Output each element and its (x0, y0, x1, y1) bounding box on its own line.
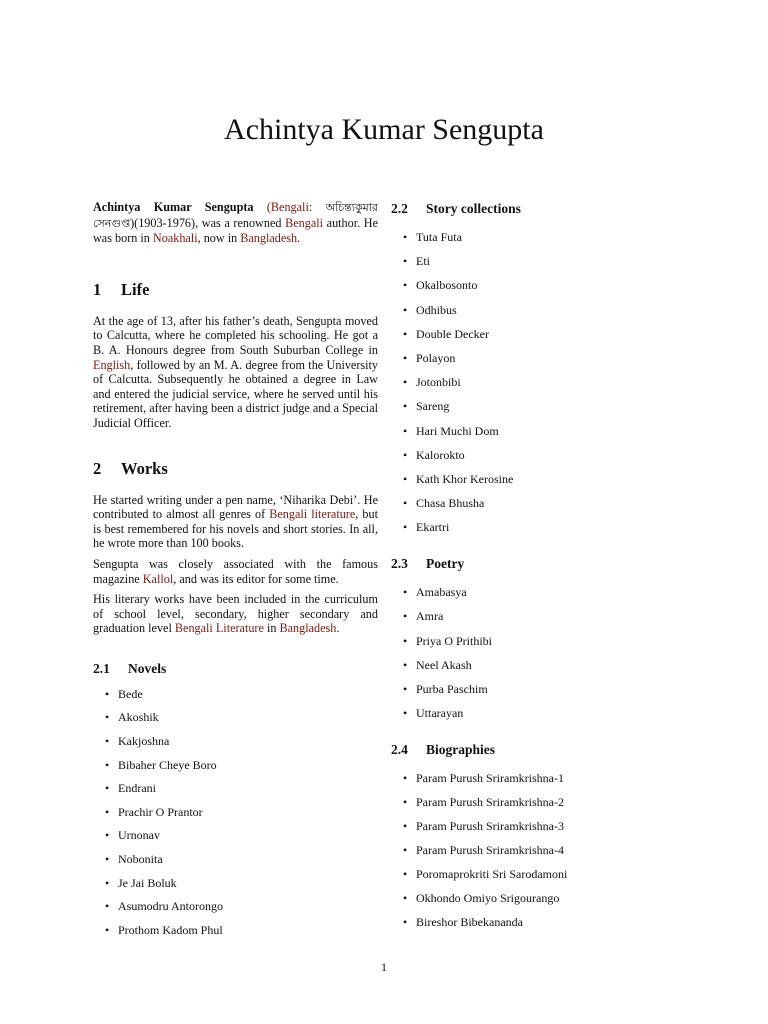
works-paragraph-2: Sengupta was closely associated with the famous magazine Kallol, and was its editor for some time. (93, 556, 378, 586)
section-heading-novels: 2.1 Novels (93, 660, 167, 676)
intro-paragraph: Achintya Kumar Sengupta (Bengali: অচিন্ত্যকুমার সেনগুপ্ত)(1903-1976), was a renowned Bengali author. He was born in Noakhali, now in Bangladesh. (93, 200, 379, 246)
link-bengali-language[interactable]: Bengali (270, 200, 309, 214)
list-item: • Tuta Futa (391, 229, 681, 245)
section-heading-biographies: 2.4 Biographies (391, 742, 496, 758)
works-paragraph-3: His literary works have been included in the curriculum of school level, secondary, higher secondary and graduation level Bengali Literature in Bangladesh. (93, 592, 378, 636)
list-item: • Jotonbibi (391, 374, 681, 390)
link-kallol[interactable]: Kallol (142, 571, 174, 586)
list-item: • Purba Paschim (391, 681, 681, 697)
section-heading-life: 1 Life (93, 279, 150, 299)
list-item: • Ekartri (391, 519, 681, 535)
list-item: • Eti (391, 253, 681, 269)
life-paragraph: At the age of 13, after his father’s death, Sengupta moved to Calcutta, where he completed his schooling. He got a B. A. Honours degree from South Suburban College in English, followed by an M. A. degree from the University of Calcutta. Subsequently he obtained a degree in Law and entered the judicial service, where he served until his retirement, after having been a district judge and a Special Judicial Officer. (93, 313, 378, 430)
page-title: Achintya Kumar Sengupta (224, 113, 544, 146)
subject-name: Achintya Kumar Sengupta (93, 200, 254, 214)
novels-list (93, 686, 378, 938)
list-item: • Prothom Kadom Phul (93, 922, 378, 938)
list-item: • Double Decker (391, 326, 681, 342)
list-item: • Urnonav (93, 827, 378, 843)
list-item: • Priya O Prithibi (391, 633, 681, 649)
list-item: • Asumodru Antorongo (93, 898, 378, 914)
list-item: • Amra (391, 608, 681, 624)
list-item: • Kath Khor Kerosine (391, 471, 681, 487)
list-item: • Param Purush Sriramkrishna-3 (391, 818, 681, 834)
list-item: • Nobonita (93, 851, 378, 867)
section-heading-works: 2 Works (93, 458, 168, 478)
list-item: • Sareng (391, 398, 681, 414)
list-item: • Bibaher Cheye Boro (93, 757, 378, 773)
list-item: • Bireshor Bibekananda (391, 914, 681, 930)
list-item: • Param Purush Sriramkrishna-4 (391, 842, 681, 858)
list-item: • Hari Muchi Dom (391, 423, 681, 439)
list-item: • Uttarayan (391, 705, 681, 721)
list-item: • Odhibus (391, 302, 681, 318)
list-item: • Kakjoshna (93, 733, 378, 749)
list-item: • Poromaprokriti Sri Sarodamoni (391, 866, 681, 882)
list-item: • Polayon (391, 350, 681, 366)
bengali-name: অচিন্ত্যকুমার সেনগুপ্ত (93, 201, 378, 230)
works-paragraph-1: He started writing under a pen name, ‘Niharika Debi’. He contributed to almost all genres of Bengali literature, but is best remembered for his novels and short stories. In all, he wrote more than 100 books. (93, 492, 378, 551)
list-item: • Param Purush Sriramkrishna-2 (391, 794, 681, 810)
list-item: • Je Jai Boluk (93, 875, 378, 891)
list-item: • Okalbosonto (391, 277, 681, 293)
list-item: • Param Purush Sriramkrishna-1 (391, 770, 681, 786)
page-number: 1 (381, 960, 387, 974)
section-heading-poetry: 2.3 Poetry (391, 556, 465, 572)
list-item: • Amabasya (391, 584, 681, 600)
list-item: • Chasa Bhusha (391, 495, 681, 511)
right-column (391, 200, 681, 930)
list-item: • Neel Akash (391, 657, 681, 673)
link-noakhali[interactable]: Noakhali (152, 231, 198, 246)
link-bangladesh-2[interactable]: Bangladesh (279, 621, 337, 636)
biographies-list (391, 770, 681, 930)
poetry-list (391, 584, 681, 721)
link-bengali-literature-2[interactable]: Bengali Literature (174, 621, 264, 636)
link-bangladesh[interactable]: Bangladesh (240, 231, 298, 246)
section-heading-story-collections: 2.2 Story collections (391, 201, 521, 216)
story-collections-list (391, 229, 681, 535)
link-bengali-literature[interactable]: Bengali literature (269, 507, 356, 522)
link-bengali[interactable]: Bengali (285, 215, 324, 230)
list-item: • Akoshik (93, 709, 378, 725)
list-item: • Okhondo Omiyo Srigourango (391, 890, 681, 906)
list-item: • Kalorokto (391, 447, 681, 463)
list-item: • Bede (93, 686, 378, 702)
left-column (93, 200, 378, 938)
link-english[interactable]: English (93, 357, 131, 372)
list-item: • Endrani (93, 780, 378, 796)
list-item: • Prachir O Prantor (93, 804, 378, 820)
